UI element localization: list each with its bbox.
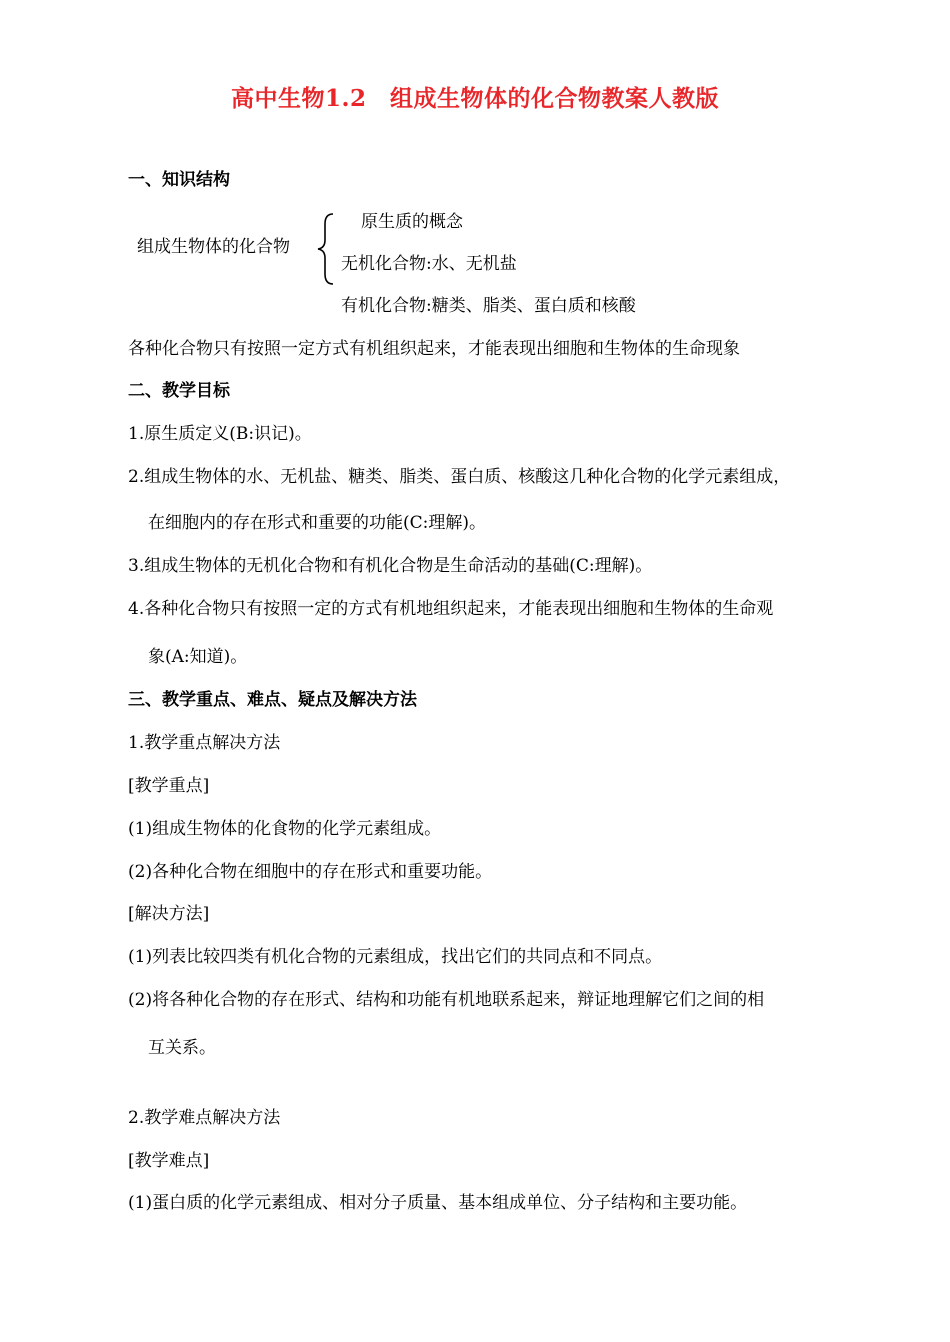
difficulty-label: [教学难点] bbox=[128, 1151, 210, 1171]
tree-item-protoplasm: 原生质的概念 bbox=[361, 212, 463, 232]
tree-item-inorganic: 无机化合物:水、无机盐 bbox=[341, 254, 517, 274]
objective-item: 1.原生质定义(B:识记)。 bbox=[128, 424, 312, 444]
method-item: (2)将各种化合物的存在形式、结构和功能有机地联系起来，辩证地理解它们之间的相 bbox=[128, 990, 765, 1010]
method-item: (1)列表比较四类有机化合物的元素组成，找出它们的共同点和不同点。 bbox=[128, 947, 663, 967]
knowledge-summary: 各种化合物只有按照一定方式有机组织起来，才能表现出细胞和生物体的生命现象 bbox=[128, 339, 740, 359]
subsection-title-key: 1.教学重点解决方法 bbox=[128, 733, 281, 753]
objective-item-continued: 象(A:知道)。 bbox=[148, 647, 248, 667]
difficulty-item: (1)蛋白质的化学元素组成、相对分子质量、基本组成单位、分子结构和主要功能。 bbox=[128, 1193, 748, 1213]
methods-label: [解决方法] bbox=[128, 904, 210, 924]
key-point-item: (1)组成生物体的化食物的化学元素组成。 bbox=[128, 819, 442, 839]
method-item-continued: 互关系。 bbox=[148, 1038, 216, 1058]
objective-item: 3.组成生物体的无机化合物和有机化合物是生命活动的基础(C:理解)。 bbox=[128, 556, 653, 576]
key-point-item: (2)各种化合物在细胞中的存在形式和重要功能。 bbox=[128, 862, 493, 882]
section-heading-knowledge-structure: 一、知识结构 bbox=[128, 170, 230, 190]
subsection-title-difficulty: 2.教学难点解决方法 bbox=[128, 1108, 281, 1128]
tree-root-label: 组成生物体的化合物 bbox=[137, 237, 290, 257]
objective-item: 2.组成生物体的水、无机盐、糖类、脂类、蛋白质、核酸这几种化合物的化学元素组成， bbox=[128, 467, 791, 487]
document-title: 高中生物1.2 组成生物体的化合物教案人教版 bbox=[230, 85, 719, 112]
key-points-label: [教学重点] bbox=[128, 776, 210, 796]
objective-item-continued: 在细胞内的存在形式和重要的功能(C:理解)。 bbox=[148, 513, 486, 533]
section-heading-key-points: 三、教学重点、难点、疑点及解决方法 bbox=[128, 690, 417, 710]
objective-item: 4.各种化合物只有按照一定的方式有机地组织起来，才能表现出细胞和生物体的生命观 bbox=[128, 599, 774, 619]
curly-brace-icon bbox=[316, 212, 338, 286]
tree-item-organic: 有机化合物:糖类、脂类、蛋白质和核酸 bbox=[341, 296, 636, 316]
section-heading-objectives: 二、教学目标 bbox=[128, 381, 230, 401]
